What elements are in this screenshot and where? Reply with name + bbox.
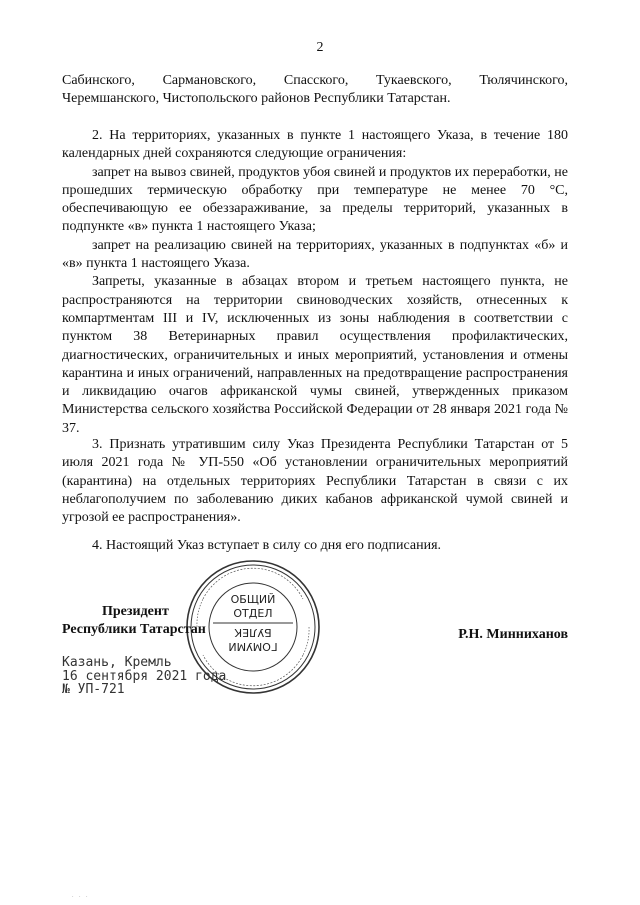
paragraph-2-item-2: запрет на реализацию свиней на территориях, указанных в подпунктах «б» и «в» пункта 1 настоящего Указа. [62,237,568,272]
signature-title-line-2: Республики Татарстан [62,622,206,638]
footer-place: Казань, Кремль [62,655,172,670]
footer-number: № УП-721 [62,682,125,697]
paragraph-3 [62,436,568,527]
paragraph-text: Сабинского, Сармановского, Спасского, Тукаевского, Тюлячинского, Черемшанского, Чистопольского районов Республики Татарстан. [62,73,568,107]
paragraph-2-bans: Запреты, указанные в абзацах втором и третьем настоящего пункта, не распространяются на территории свиноводческих хозяйств, отнесенных к компартментам III и IV, исключенных из зоны наблюдения в соответствии с пунктом 38 Ветеринарных правил осуществления профилактических, диагностических, ограничительных и иных мероприятий, установления и отмены карантина и иных ограничений, направленных на предотвращение распространения и ликвидацию очагов африканской чумы свиней, утвержденных приказом Министерства сельского хозяйства Российской Федерации от 28 января 2021 года № 37. [62,274,568,436]
stamp-line-2: ОТДЕЛ [233,607,273,620]
paragraph-2-intro: 2. На территориях, указанных в пункте 1 настоящего Указа, в течение 180 календарных дней сохраняются следующие ограничения: [62,128,568,162]
stamp-line-4: ГОМУМИ [228,640,278,653]
scan-artifact: . . . [72,893,90,899]
paragraph-4 [62,537,568,555]
document-footer [62,656,226,697]
signatory-name: Р.Н. Минниханов [458,627,568,642]
paragraph-4-text: 4. Настоящий Указ вступает в силу со дня его подписания. [92,538,442,553]
signature-title [62,603,206,640]
paragraph-3-text: 3. Признать утратившим силу Указ Президента Республики Татарстан от 5 июля 2021 года № УП-550 «Об установлении ограничительных мероприятий (карантина) на отдельных территориях Республики Татарстан в связи с их неблагополучием по заболеванию диких кабанов африканской чумой свиней и угрозой ее распространения». [62,437,568,526]
paragraph-2 [62,127,568,438]
signature-title-line-1: Президент [102,604,169,619]
stamp-line-1: ОБЩИЙ [230,593,276,606]
footer-date: 16 сентября 2021 года [62,668,227,684]
paragraph-continuation [62,72,568,109]
page-number: 2 [316,40,324,55]
paragraph-2-item-1: запрет на вывоз свиней, продуктов убоя свиней и продуктов их переработки, не прошедших термическую обработку при температуре не менее 70 °С, обеспечивающую ее обеззараживание, за пределы территорий, указанных в подпункте «в» пункта 1 настоящего Указа; [62,164,568,235]
stamp-line-3: БУЛЕК [234,626,272,639]
